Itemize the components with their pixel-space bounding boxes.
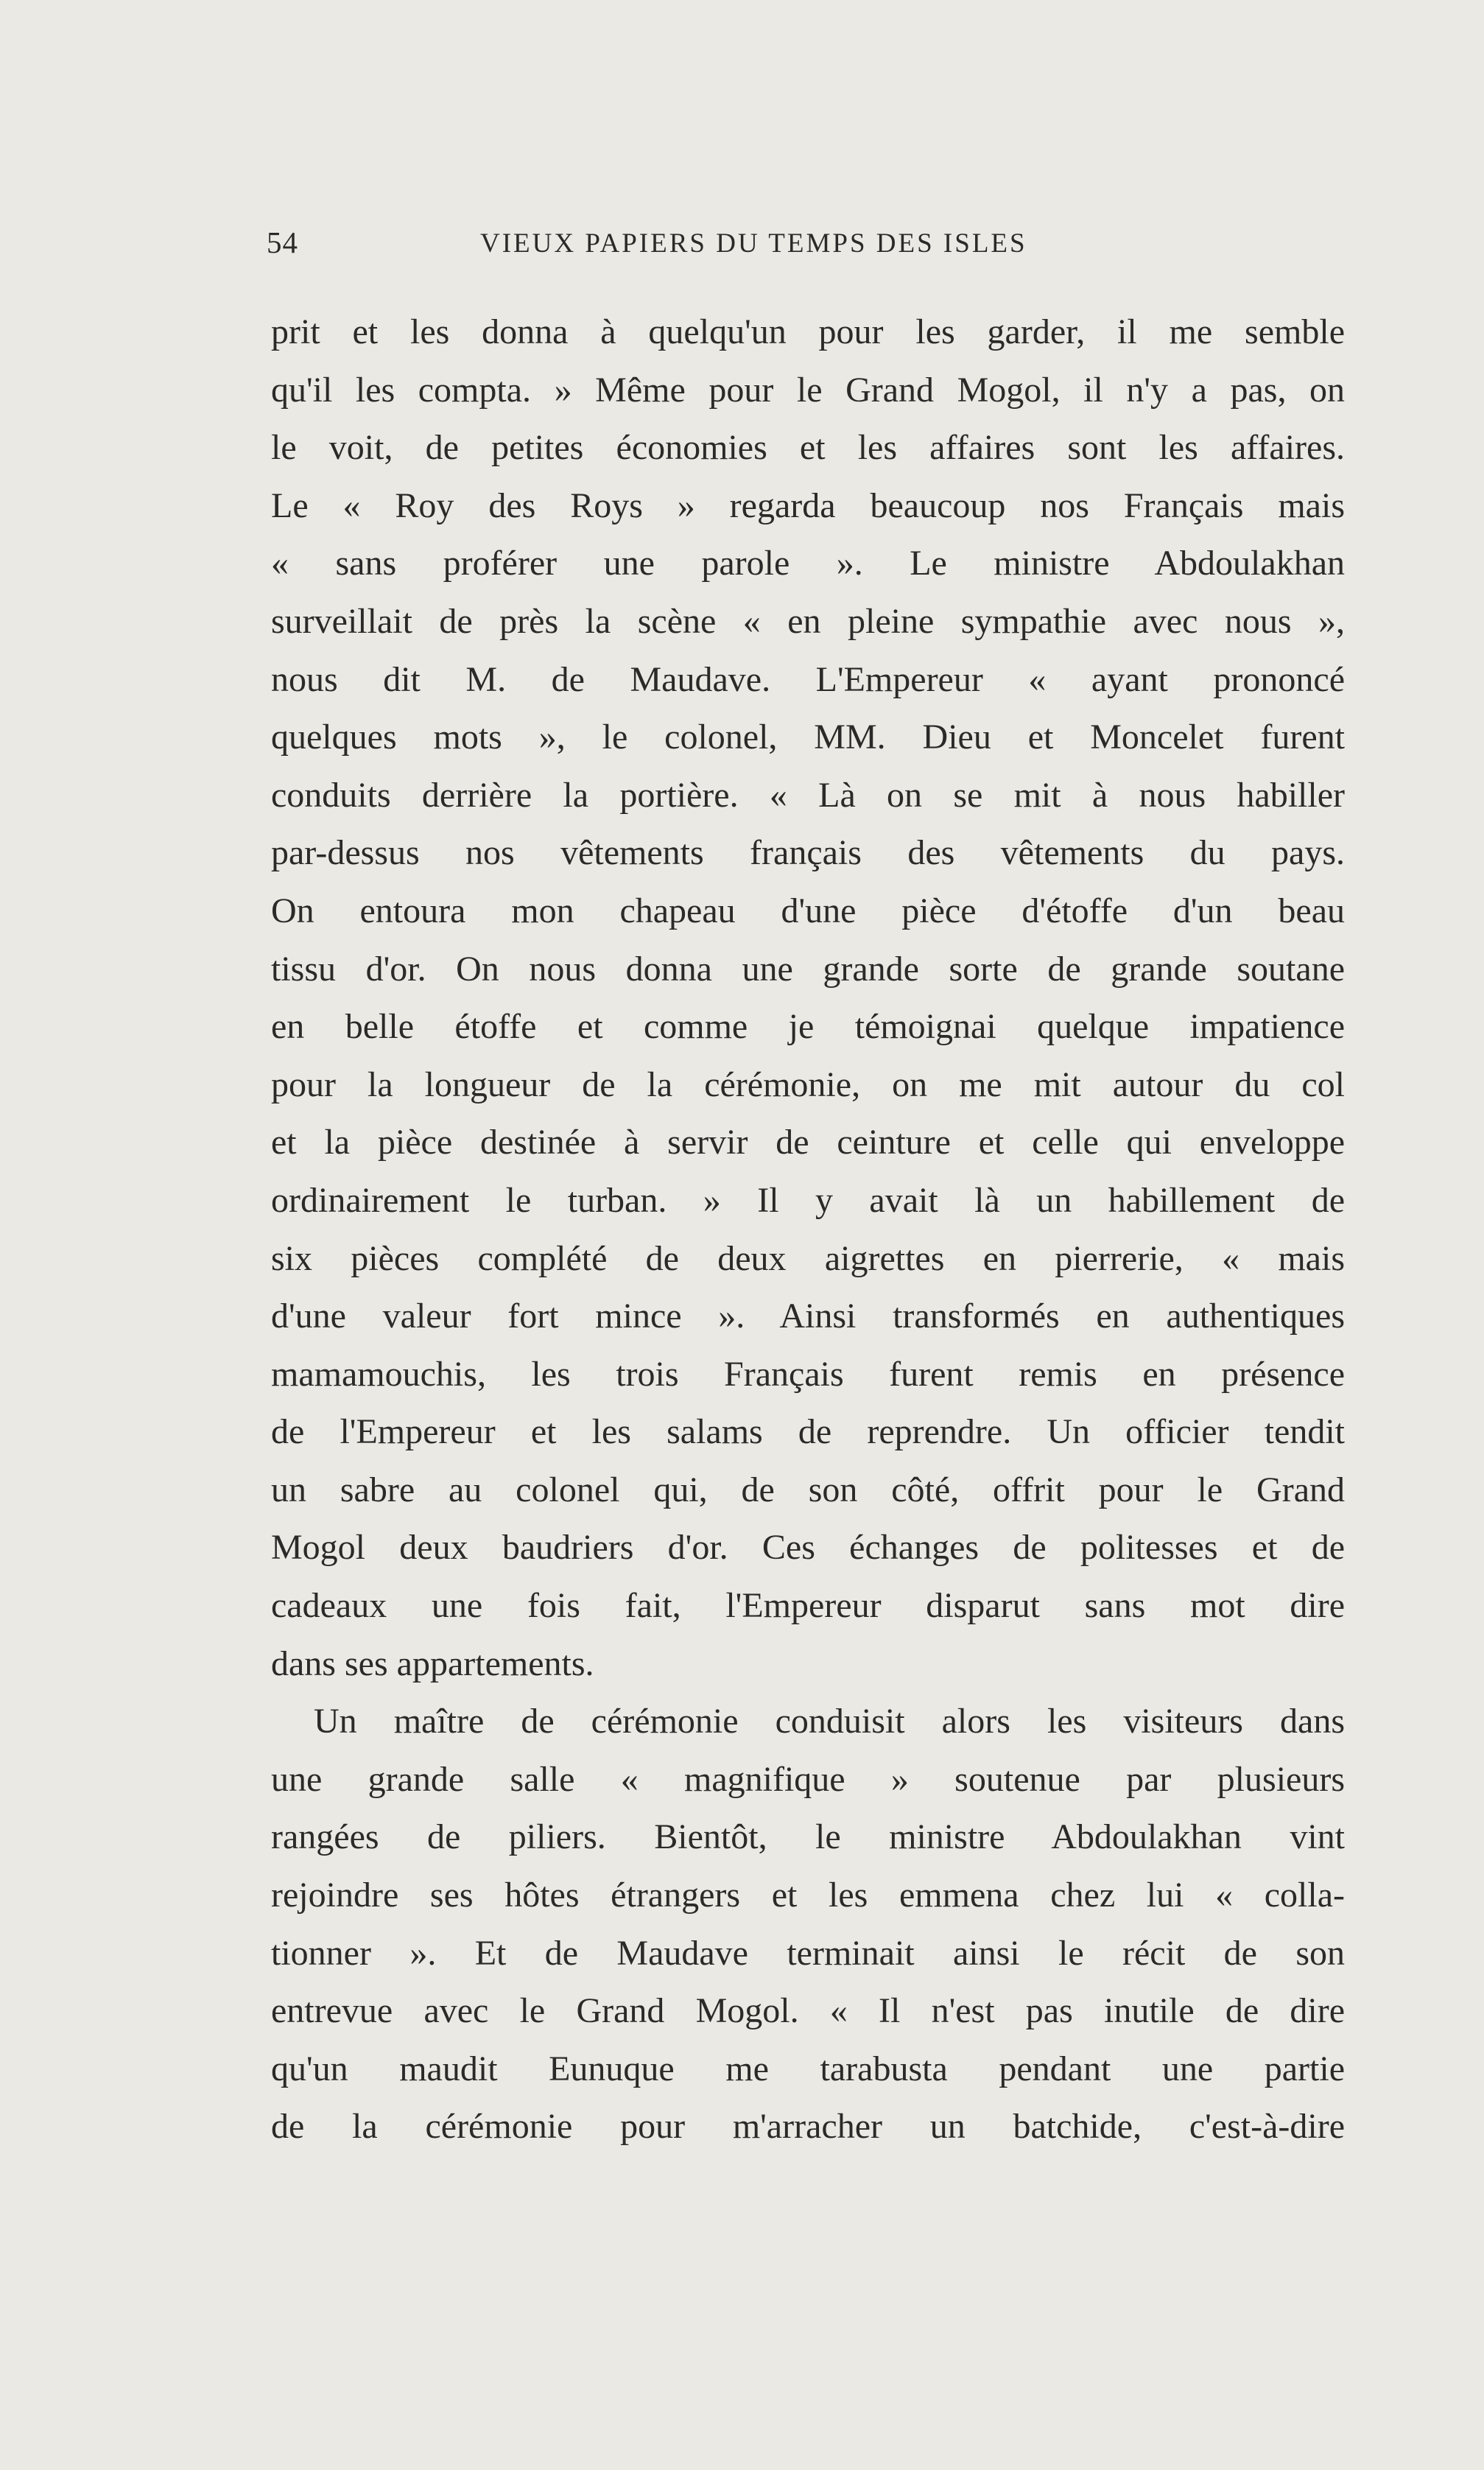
body-text	[271, 304, 1345, 2156]
text-line: une grande salle « magnifique » soutenue par plusieurs	[271, 1759, 1345, 1799]
text-line: rangées de piliers. Bientôt, le ministre Abdoulakhan vint	[271, 1817, 1345, 1857]
text-line: d'une valeur fort mince ». Ainsi transformés en authentiques	[271, 1297, 1345, 1336]
text-line: mamamouchis, les trois Français furent remis en présence	[271, 1354, 1345, 1394]
paragraph-2	[271, 1693, 1345, 2156]
text-line: un sabre au colonel qui, de son côté, offrit pour le Grand	[271, 1470, 1345, 1509]
page-number: 54	[267, 225, 298, 259]
text-line: conduits derrière la portière. « Là on se mit à nous habiller	[271, 775, 1345, 815]
text-line: Mogol deux baudriers d'or. Ces échanges de politesses et de	[271, 1528, 1345, 1568]
text-line: dans ses appartements.	[271, 1643, 594, 1683]
text-line: Le « Roy des Roys » regarda beaucoup nos Français mais	[271, 485, 1345, 525]
text-line: six pièces complété de deux aigrettes en pierrerie, « mais	[271, 1238, 1345, 1278]
text-line: cadeaux une fois fait, l'Empereur disparut sans mot dire	[271, 1586, 1345, 1626]
text-line: surveillait de près la scène « en pleine sympathie avec nous »,	[271, 601, 1345, 641]
text-line: de l'Empereur et les salams de reprendre. Un officier tendit	[271, 1412, 1345, 1452]
text-line: entrevue avec le Grand Mogol. « Il n'est pas inutile de dire	[271, 1991, 1345, 2031]
running-head	[267, 225, 1224, 262]
text-line: ordinairement le turban. » Il y avait là un habillement de	[271, 1180, 1345, 1220]
text-line: par-dessus nos vêtements français des vêtements du pays.	[271, 833, 1345, 873]
text-line: On entoura mon chapeau d'une pièce d'étoffe d'un beau	[271, 891, 1345, 930]
text-line: le voit, de petites économies et les affaires sont les affaires.	[271, 428, 1345, 468]
text-line: et la pièce destinée à servir de ceinture et celle qui enveloppe	[271, 1123, 1345, 1162]
text-line: qu'un maudit Eunuque me tarabusta pendant une partie	[271, 2049, 1345, 2088]
text-line: tissu d'or. On nous donna une grande sorte de grande soutane	[271, 949, 1345, 989]
text-line: Un maître de cérémonie conduisit alors les visiteurs dans	[314, 1702, 1345, 1741]
text-line: en belle étoffe et comme je témoignai quelque impatience	[271, 1007, 1345, 1047]
text-line: qu'il les compta. » Même pour le Grand Mogol, il n'y a pas, on	[271, 370, 1345, 410]
running-head-title: VIEUX PAPIERS DU TEMPS DES ISLES	[480, 228, 1027, 259]
text-line: quelques mots », le colonel, MM. Dieu et Moncelet furent	[271, 718, 1345, 757]
text-line: « sans proférer une parole ». Le ministre Abdoulakhan	[271, 544, 1345, 583]
text-line: prit et les donna à quelqu'un pour les garder, il me semble	[271, 312, 1345, 351]
text-line: pour la longueur de la cérémonie, on me mit autour du col	[271, 1064, 1345, 1104]
paragraph-1	[271, 304, 1345, 1693]
text-line: rejoindre ses hôtes étrangers et les emmena chez lui « colla-	[271, 1876, 1345, 1915]
text-line: tionner ». Et de Maudave terminait ainsi le récit de son	[271, 1933, 1345, 1973]
text-line: nous dit M. de Maudave. L'Empereur « ayant prononcé	[271, 659, 1345, 699]
text-line: de la cérémonie pour m'arracher un batchide, c'est-à-dire	[271, 2107, 1345, 2147]
